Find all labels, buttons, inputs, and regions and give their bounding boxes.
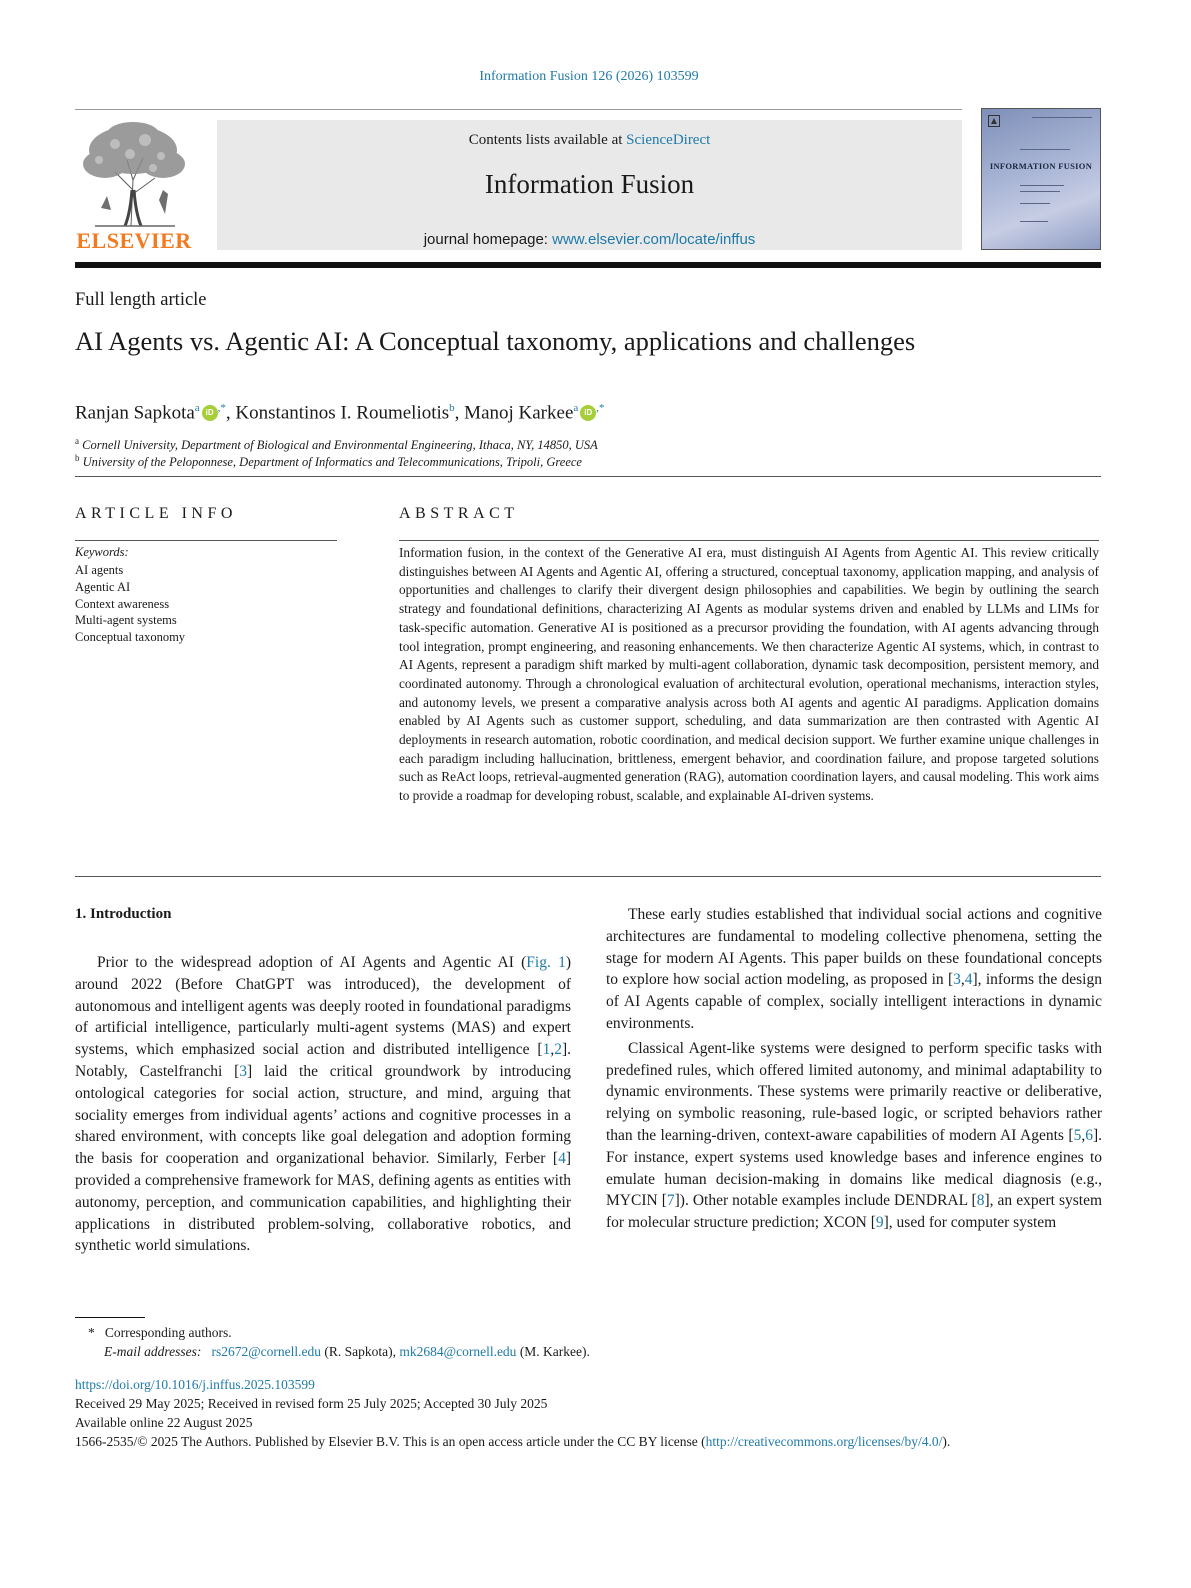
paragraph-text: , <box>550 1041 555 1059</box>
citation-link[interactable]: 2 <box>554 1041 562 1059</box>
author-name[interactable]: Ranjan Sapkota <box>75 402 195 424</box>
sciencedirect-link[interactable]: ScienceDirect <box>626 132 711 148</box>
citation-link[interactable]: 1 <box>542 1041 551 1059</box>
right-column <box>606 904 1102 1237</box>
footnote-mark: * <box>88 1325 95 1340</box>
journal-banner <box>217 120 962 250</box>
paragraph-text: ]. Notably, Castelfranchi [ <box>75 1041 571 1080</box>
elsevier-wordmark: ELSEVIER <box>76 228 192 253</box>
paragraph-text: ] laid the critical groundwork by introducing ontological categories for social action, structure, and mind, arguing that sociality emerges from individual agents’ actions and cognitive processes in a shared environment, with concepts like goal delegation and adoption forming the basis for cooperation and organizational behavior. Similarly, Ferber [ <box>75 1062 571 1168</box>
article-title: AI Agents vs. Agentic AI: A Conceptual taxonomy, applications and challenges <box>75 326 916 356</box>
paragraph-text: ]. For instance, expert systems used knowledge bases and inference engines to emulate human decision-making in domains like medical diagnosis (e.g., MYCIN [ <box>606 1126 1102 1210</box>
cover-journal-title: INFORMATION FUSION <box>989 161 1093 171</box>
abstract-rule <box>399 540 1099 541</box>
citation-link[interactable]: 3 <box>239 1062 247 1080</box>
cover-decor-line <box>1020 203 1050 204</box>
keyword-item: Agentic AI <box>75 579 131 594</box>
citation-link[interactable]: 3 <box>953 971 961 989</box>
citation-link[interactable]: 5 <box>1073 1126 1082 1144</box>
article-type: Full length article <box>75 290 207 310</box>
paragraph-text: ], informs the design of AI Agents capable of complex, socially intelligent interactions in dynamic environments. <box>606 971 1102 1032</box>
footnote-text: Corresponding authors. <box>104 1325 232 1340</box>
journal-reference-link[interactable]: Information Fusion 126 (2026) 103599 <box>479 69 699 84</box>
paragraph-text: ], used for computer system <box>883 1214 1057 1232</box>
contents-availability-line <box>217 132 962 149</box>
journal-homepage-line <box>217 231 962 248</box>
email-link-karkee[interactable]: mk2684@cornell.edu <box>399 1344 517 1359</box>
introduction-paragraph <box>606 904 1102 1035</box>
affiliation-text: University of the Peloponnese, Department of Informatics and Telecommunications, Tripoli, Greece <box>82 455 582 470</box>
elsevier-tree-icon <box>75 120 193 228</box>
citation-link[interactable]: 9 <box>875 1214 884 1232</box>
cover-decor-line <box>1032 117 1092 118</box>
corresponding-mark[interactable]: * <box>220 402 226 414</box>
keyword-item: Multi-agent systems <box>75 613 177 628</box>
cover-decor-line <box>1020 185 1064 186</box>
homepage-link[interactable]: www.elsevier.com/locate/inffus <box>552 231 756 248</box>
abstract-heading: ABSTRACT <box>399 505 519 522</box>
homepage-prefix: journal homepage: <box>423 231 553 248</box>
affiliation-b <box>75 453 582 470</box>
affiliation-a <box>75 436 598 453</box>
citation-link[interactable]: 7 <box>666 1192 675 1210</box>
header-top-rule <box>75 109 962 110</box>
affiliation-sup: b <box>75 453 80 463</box>
email-owner: (M. Karkee). <box>516 1344 590 1359</box>
author-affiliation-sup[interactable]: b <box>449 402 455 414</box>
contents-prefix: Contents lists available at <box>468 132 627 148</box>
corresponding-mark[interactable]: , <box>596 402 600 414</box>
email-footnote <box>104 1344 590 1360</box>
license-text: ). <box>942 1434 951 1449</box>
affiliation-sup: a <box>75 436 79 446</box>
email-label: E-mail addresses: <box>104 1344 202 1359</box>
figure-ref-link[interactable]: Fig. 1 <box>526 954 566 971</box>
introduction-paragraph <box>606 1038 1102 1234</box>
paragraph-text: ] provided a comprehensive framework for MAS, defining agents as entities with autonomy, perception, and communication capabilities, and highlighting their applications in distributed problem-solving, collaborative robotics, and synthetic world simulations. <box>75 1150 571 1255</box>
corresponding-footnote <box>88 1325 232 1341</box>
journal-cover-thumbnail[interactable] <box>981 108 1101 250</box>
paragraph-text: , <box>1081 1126 1086 1144</box>
license-text: 1566-2535/© 2025 The Authors. Published by Elsevier B.V. This is an open access article under the CC BY license ( <box>75 1434 706 1449</box>
license-link[interactable]: http://creativecommons.org/licenses/by/4.0/ <box>705 1434 943 1449</box>
keywords-list <box>75 562 185 646</box>
author-name[interactable]: Manoj Karkee <box>464 402 574 424</box>
author-list <box>75 402 605 424</box>
author-affiliation-sup[interactable]: a <box>194 402 200 414</box>
author-affiliation-sup[interactable]: a <box>573 402 579 414</box>
email-link-sapkota[interactable]: rs2672@cornell.edu <box>211 1344 322 1359</box>
citation-link[interactable]: 4 <box>964 971 973 989</box>
affiliation-text: Cornell University, Department of Biological and Environmental Engineering, Ithaca, NY, 14850, USA <box>82 438 598 453</box>
elsevier-logo[interactable] <box>75 120 193 254</box>
introduction-heading: 1. Introduction <box>75 906 172 922</box>
orcid-icon[interactable]: iD <box>202 405 218 421</box>
cover-decor-line <box>1020 149 1070 150</box>
author-separator: , <box>225 402 236 424</box>
citation-link[interactable]: 6 <box>1085 1126 1093 1144</box>
keyword-item: Conceptual taxonomy <box>75 630 186 645</box>
cover-decor-line <box>1020 221 1048 222</box>
cover-publisher-icon <box>988 115 1000 127</box>
paragraph-text: ], an expert system for molecular structure prediction; XCON [ <box>606 1192 1103 1232</box>
doi-link[interactable]: https://doi.org/10.1016/j.inffus.2025.103599 <box>75 1377 315 1392</box>
corresponding-mark[interactable]: * <box>599 402 605 414</box>
abstract-text: Information fusion, in the context of the Generative AI era, must distinguish AI Agents from Agentic AI. This review critically distinguishes between AI Agents and Agentic AI, offering a structured, conceptual taxonomy, application mapping, and analysis of opportunities and challenges to clarify their divergent design philosophies and capabilities. We begin by outlining the search strategy and foundational definitions, characterizing AI Agents as modular systems driven and enabled by LLMs and LIMs for task-specific automation. Generative AI is positioned as a precursor providing the foundation, with AI agents advancing through tool integration, prompt engineering, and reasoning enhancements. We then characterize Agentic AI systems, which, in contrast to AI Agents, represent a paradigm shift marked by multi-agent collaboration, dynamic task decomposition, persistent memory, and coordinated autonomy. Through a chronological evaluation of architectural evolution, operational mechanisms, interaction styles, and autonomy levels, we present a comparative analysis across both AI agents and agentic AI paradigms. Application domains enabled by AI Agents such as customer support, scheduling, and data summarization are then contrasted with Agentic AI deployments in research automation, robotic coordination, and medical decision support. We further examine unique challenges in each paradigm including hallucination, brittleness, emergent behavior, and coordination failure, and propose targeted solutions such as ReAct loops, retrieval-augmented generation (RAG), automation coordination layers, and causal modeling. This work aims to provide a roadmap for developing robust, scalable, and explainable AI-driven systems. <box>399 545 1099 804</box>
orcid-icon[interactable]: iD <box>580 405 596 421</box>
paragraph-text: These early studies established that individual social actions and cognitive architectures are fundamental to modeling collective phenomena, setting the stage for modern AI Agents. This paper builds on these foundational concepts to explore how social action modeling, as proposed in [ <box>606 906 1102 989</box>
article-info-heading: ARTICLE INFO <box>75 505 237 522</box>
header-thick-rule <box>75 262 1101 268</box>
cover-decor-line <box>1020 191 1060 192</box>
available-online-date: Available online 22 August 2025 <box>75 1415 253 1430</box>
journal-name: Information Fusion <box>484 169 695 199</box>
email-owner: (R. Sapkota), <box>321 1344 400 1359</box>
citation-link[interactable]: 8 <box>976 1192 985 1210</box>
paragraph-text: ]). Other notable examples include DENDRAL [ <box>674 1192 977 1210</box>
received-dates: Received 29 May 2025; Received in revised form 25 July 2025; Accepted 30 July 2025 <box>75 1396 548 1411</box>
keyword-item: AI agents <box>75 563 124 577</box>
citation-link[interactable]: 4 <box>558 1150 566 1168</box>
introduction-paragraph <box>75 952 571 1257</box>
corresponding-mark[interactable]: , <box>217 402 221 414</box>
author-separator: , <box>454 402 465 424</box>
keywords-label: Keywords: <box>75 545 129 559</box>
license-line <box>75 1434 950 1450</box>
keyword-item: Context awareness <box>75 596 170 611</box>
article-info-rule <box>75 540 337 541</box>
section-divider <box>75 876 1101 877</box>
footnote-rule <box>75 1317 145 1318</box>
paragraph-text: ) around 2022 (Before ChatGPT was introduced), the development of autonomous and intelligent agents was deeply rooted in foundational paradigms of artificial intelligence, particularly multi-agent systems (MAS) and expert systems, which emphasized social action and distributed intelligence [ <box>75 954 571 1059</box>
section-divider <box>75 476 1101 477</box>
paragraph-text: Classical Agent-like systems were designed to perform specific tasks with predefined rules, which offered limited autonomy, and minimal adaptability to dynamic environments. These systems were primarily reactive or deliberative, relying on symbolic reasoning, rule-based logic, or scripted behaviors rather than the learning-driven, context-aware capabilities of modern AI Agents [ <box>606 1039 1102 1144</box>
paragraph-text: Prior to the widespread adoption of AI Agents and Agentic AI ( <box>97 954 527 971</box>
author-name[interactable]: Konstantinos I. Roumeliotis <box>235 402 450 424</box>
paragraph-text: , <box>960 971 965 989</box>
